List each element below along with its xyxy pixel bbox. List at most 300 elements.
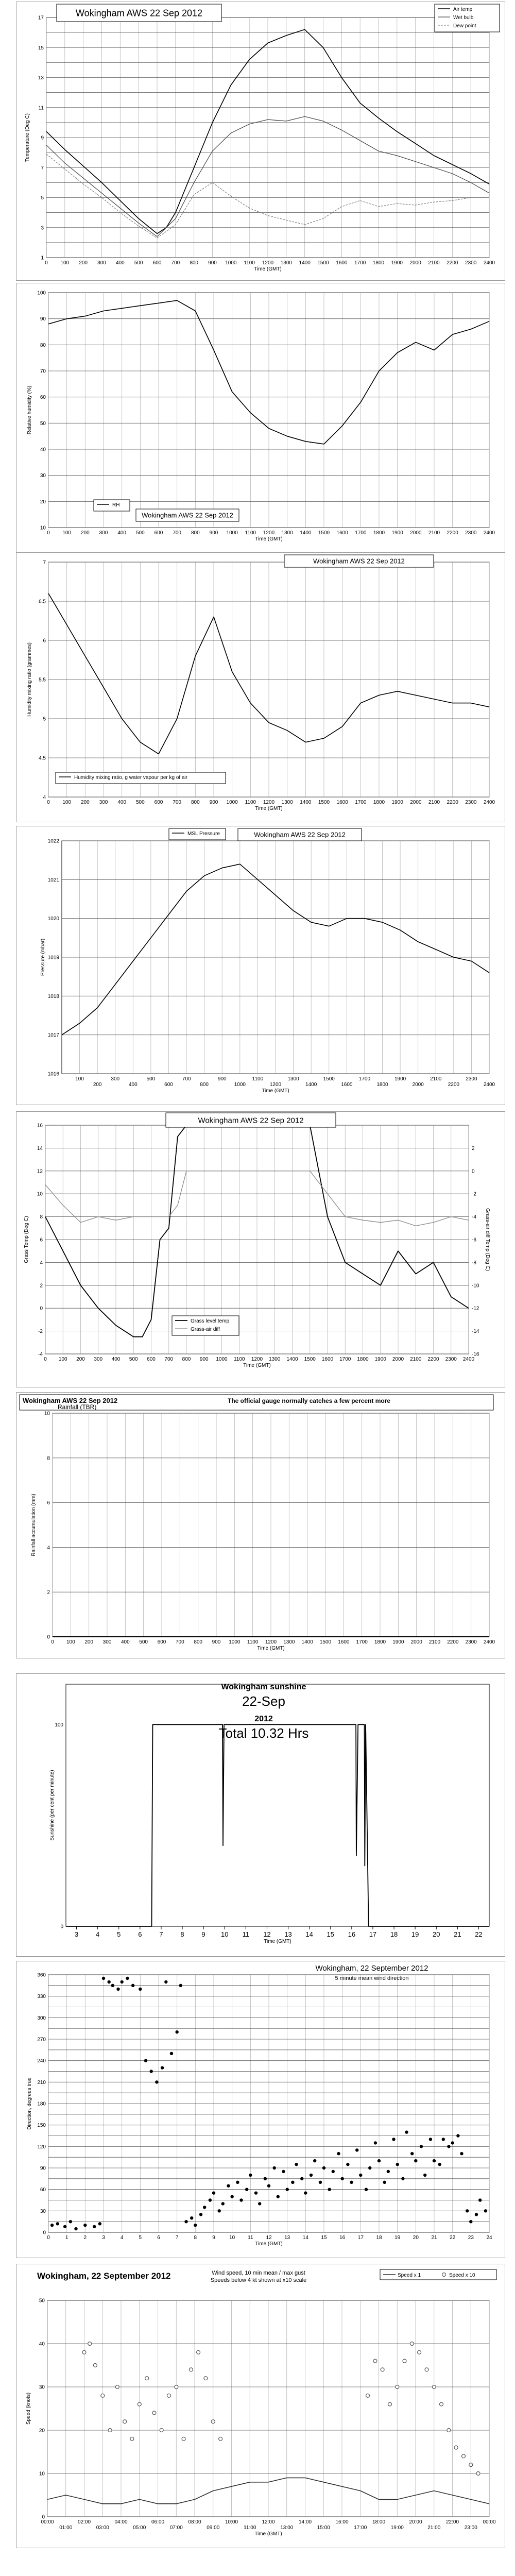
y-tick-label: 210 [37,2079,46,2086]
y-tick-label: 16 [37,1123,43,1129]
x-tick-label: 2300 [465,1639,477,1645]
x-tick-label: 11:00 [244,2525,256,2531]
direction-point [63,2225,66,2228]
direction-point [264,2177,267,2180]
x-tick-label: 07:00 [169,2525,183,2531]
direction-point [300,2177,303,2180]
speed-x10-point [101,2394,105,2397]
x-tick-label: 2000 [412,1082,424,1088]
speed-x10-point [189,2368,193,2371]
rainfall-chart [16,1393,505,1658]
speed-x10-point [204,2377,208,2380]
x-tick-label: 1000 [226,530,238,536]
speed-x10-point [219,2437,222,2441]
sunshine-panel [16,1673,505,1957]
direction-point [131,1984,134,1987]
x-tick-label: 400 [111,1357,121,1362]
x-tick-label: 02:00 [77,2519,91,2525]
y-tick-label: 70 [40,368,46,375]
x-tick-label: 01:00 [59,2525,73,2531]
x-tick-label: 2400 [483,1639,495,1645]
chart-title: Wokingham AWS 22 Sep 2012 [75,8,203,19]
legend-label: Grass-air diff [191,1327,220,1332]
direction-point [368,2166,371,2170]
direction-point [359,2174,362,2177]
x-tick-label: 1200 [269,1082,282,1088]
x-tick-label: 1300 [283,1639,295,1645]
y-tick-label: 0 [42,2514,45,2520]
x-tick-label: 11 [248,2235,253,2241]
speed-x10-point [93,2364,97,2367]
x-tick-label: 1800 [376,1082,388,1088]
y-tick-label: 7 [43,560,46,566]
y-tick-label: 150 [37,2123,46,2129]
direction-point [258,2202,261,2205]
direction-point [139,1988,142,1991]
x-tick-label: 400 [121,1639,130,1645]
x-tick-label: 8 [194,2235,197,2241]
direction-point [273,2166,276,2170]
x-tick-label: 400 [117,800,127,805]
x-axis-label: Time (GMT) [255,2241,283,2247]
legend-label: Grass level temp [191,1318,230,1324]
direction-point [475,2213,478,2216]
direction-point [282,2170,285,2173]
plot-area [66,1684,489,1926]
direction-point [218,2209,221,2212]
direction-point [203,2206,206,2209]
x-tick-label: 20 [413,2235,419,2241]
x-tick-label: 300 [94,1357,103,1362]
direction-point [451,2141,454,2144]
y-axis-label: Grass Temp (Deg C) [24,1216,29,1263]
y-tick-label: 8 [40,1214,43,1221]
y-tick-label: 2 [40,1283,43,1289]
x-tick-label: 2100 [428,800,440,805]
x-tick-label: 700 [173,530,182,536]
x-tick-label: 1500 [318,800,330,805]
speed-x10-point [403,2359,406,2363]
legend-label: Dew point [453,23,476,29]
direction-point [190,2216,193,2219]
y-tick-label: 8 [47,1455,50,1462]
direction-point [144,2059,147,2062]
direction-point [116,1988,119,1991]
y-tick-label: 10 [37,1191,43,1197]
x-tick-label: 1200 [262,260,274,266]
x-tick-label: 800 [182,1357,191,1362]
x-tick-label: 100 [75,1076,84,1082]
speed-x10-point [211,2420,215,2424]
direction-point [396,2163,399,2166]
x-tick-label: 1300 [287,1076,299,1082]
x-tick-label: 12 [263,1930,271,1938]
x-tick-label: 17:00 [354,2525,367,2531]
x-tick-label: 12:00 [262,2519,275,2525]
direction-point [377,2159,381,2162]
direction-point [410,2152,414,2155]
x-tick-label: 1600 [341,1082,353,1088]
y-tick-label: 2 [47,1589,50,1596]
x-tick-label: 600 [157,1639,166,1645]
x-tick-label: 1100 [245,800,256,805]
x-tick-label: 1700 [356,1639,368,1645]
direction-point [176,2030,179,2033]
speed-x10-point [145,2377,149,2380]
y-tick-label: 9 [41,135,44,141]
grass-temperature-panel [16,1111,505,1387]
x-tick-label: 1800 [357,1357,369,1362]
x-tick-label: 9 [201,1930,205,1938]
y-tick-label: 13 [38,75,44,81]
direction-point [102,1977,105,1980]
x-tick-label: 2200 [447,800,458,805]
x-tick-label: 18:00 [372,2519,386,2525]
x-tick-label: 2400 [483,530,495,536]
direction-point [392,2138,395,2141]
speed-x10-point [138,2402,141,2406]
x-tick-label: 1900 [391,530,403,536]
x-axis-label: Time (GMT) [264,1939,291,1944]
direction-point [239,2198,243,2201]
direction-point [267,2184,270,2188]
speed-x10-point [476,2472,480,2476]
y-tick-label: -2 [38,1329,43,1335]
x-tick-label: 1000 [216,1357,228,1362]
x-axis-label: Time (GMT) [255,536,283,542]
x-tick-label: 2000 [410,800,422,805]
legend-label: Wet bulb [453,15,474,21]
speed-x10-point [388,2402,392,2406]
x-tick-label: 0 [47,2235,50,2241]
speed-x10-point [123,2420,127,2424]
chart-note: Speeds below 4 kt shown at x10 scale [210,2277,307,2283]
x-tick-label: 14 [302,2235,308,2241]
y-tick-label: 50 [40,420,46,427]
x-tick-label: 800 [190,260,199,266]
x-tick-label: 1600 [338,1639,350,1645]
x-tick-label: 500 [135,530,145,536]
direction-point [249,2174,252,2177]
x-tick-label: 1600 [336,530,348,536]
direction-point [313,2159,316,2162]
x-axis-label: Time (GMT) [243,1363,271,1368]
x-tick-label: 1400 [286,1357,298,1362]
y2-tick-label: -4 [472,1214,476,1221]
x-tick-label: 300 [111,1076,120,1082]
x-tick-label: 19:00 [390,2525,404,2531]
direction-point [126,1977,129,1980]
x-tick-label: 2000 [410,530,422,536]
x-tick-label: 15 [321,2235,327,2241]
x-tick-label: 1300 [281,800,293,805]
wind-speed-chart [16,2264,505,2548]
y-tick-label: 1018 [47,993,59,999]
relative-humidity-chart [16,283,505,552]
direction-point [184,2220,187,2223]
y2-tick-label: -12 [472,1306,479,1312]
x-tick-label: 1300 [281,530,293,536]
legend-label: Air temp [453,7,473,12]
x-tick-label: 24 [486,2235,492,2241]
x-tick-label: 4 [120,2235,124,2241]
x-axis-label: Time (GMT) [255,806,283,811]
chart-title: Wokingham AWS 22 Sep 2012 [313,557,405,565]
direction-point [236,2181,239,2184]
x-tick-label: 1400 [301,1639,313,1645]
x-tick-label: 7 [159,1930,163,1938]
x-tick-label: 1800 [373,800,385,805]
chart-total: Total 10.32 Hrs [218,1725,309,1741]
x-tick-label: 21 [431,2235,437,2241]
y-tick-label: 100 [55,1722,63,1728]
x-tick-label: 21:00 [427,2525,441,2531]
x-tick-label: 1500 [319,1639,332,1645]
x-tick-label: 14:00 [298,2519,312,2525]
x-tick-label: 1300 [280,260,292,266]
x-tick-label: 3 [74,1930,79,1938]
x-tick-label: 04:00 [114,2519,128,2525]
y-tick-label: 5 [41,195,44,201]
direction-point [341,2177,344,2180]
x-tick-label: 1600 [336,260,348,266]
direction-point [161,2066,164,2069]
y-tick-label: 3 [41,225,44,231]
direction-point [466,2209,469,2212]
chart-title: Wokingham AWS 22 Sep 2012 [254,831,346,839]
chart-subtitle: 5 minute mean wind direction [335,1975,409,1981]
direction-point [194,2224,197,2227]
legend-label: Speed x 10 [449,2273,475,2278]
relative-humidity-panel [16,283,505,553]
direction-point [111,1984,114,1987]
y2-tick-label: -8 [472,1260,476,1266]
x-tick-label: 900 [209,530,218,536]
y-tick-label: 4 [47,1545,50,1551]
direction-point [199,2213,202,2216]
y-tick-label: 1017 [47,1032,59,1039]
x-tick-label: 8 [180,1930,184,1938]
legend-swatch [442,2273,446,2277]
x-tick-label: 2100 [428,260,440,266]
x-tick-label: 400 [128,1082,138,1088]
speed-x10-point [160,2429,163,2432]
y-tick-label: 1021 [47,877,59,883]
x-tick-label: 23:00 [464,2525,477,2531]
legend-label: RH [112,502,120,508]
y-tick-label: 0 [40,1306,43,1312]
x-tick-label: 1100 [245,530,256,536]
x-tick-label: 12 [266,2235,272,2241]
x-tick-label: 22 [475,1930,483,1938]
legend-label: Speed x 1 [398,2273,421,2278]
y-tick-label: 30 [39,2384,45,2391]
x-tick-label: 7 [175,2235,179,2241]
rainfall-panel [16,1392,505,1658]
x-tick-label: 1100 [244,260,255,266]
chart-annotation: The official gauge normally catches a few percent more [228,1397,391,1404]
x-tick-label: 13 [284,2235,290,2241]
speed-x10-point [197,2350,200,2354]
direction-point [387,2170,390,2173]
sunshine-chart [16,1674,505,1956]
x-tick-label: 100 [62,530,72,536]
y-tick-label: 0 [43,2230,46,2236]
x-tick-label: 10:00 [225,2519,238,2525]
direction-point [98,2222,101,2225]
y-tick-label: 5.5 [39,677,46,683]
x-tick-label: 2300 [465,800,477,805]
direction-point [150,2070,153,2073]
y-tick-label: 40 [39,2341,45,2347]
x-tick-label: 1900 [394,1076,406,1082]
y-tick-label: 180 [37,2101,46,2107]
x-tick-label: 2300 [445,1357,457,1362]
direction-point [374,2141,377,2144]
x-tick-label: 800 [194,1639,203,1645]
x-tick-label: 1500 [323,1076,335,1082]
x-tick-label: 300 [102,1639,112,1645]
x-tick-label: 17 [357,2235,364,2241]
x-tick-label: 21 [454,1930,461,1938]
direction-point [310,2174,313,2177]
direction-point [401,2177,404,2180]
y-tick-label: 7 [41,165,44,171]
y-tick-label: 360 [37,1972,46,1978]
x-tick-label: 1000 [229,1639,241,1645]
x-tick-label: 1800 [373,530,385,536]
y-axis-label: Temperature (Deg C) [25,113,30,162]
x-tick-label: 20 [433,1930,440,1938]
speed-x10-point [175,2385,178,2389]
x-tick-label: 200 [84,1639,94,1645]
y-tick-label: 10 [44,1411,50,1417]
direction-point [277,2195,280,2198]
y-tick-label: 6 [47,1500,50,1506]
x-tick-label: 1800 [372,260,385,266]
x-tick-label: 1400 [299,260,311,266]
x-tick-label: 06:00 [151,2519,165,2525]
x-tick-label: 1700 [355,530,367,536]
direction-point [346,2163,349,2166]
direction-point [209,2198,212,2201]
x-tick-label: 2400 [483,260,495,266]
speed-x10-point [425,2368,428,2371]
pressure-chart [16,826,505,1105]
y2-axis-label: Grass-air diff Temp (Deg C) [485,1208,490,1271]
x-axis-label: Time (GMT) [254,2531,282,2537]
x-tick-label: 10 [221,1930,229,1938]
chart-title: Wokingham AWS 22 Sep 2012 [198,1116,304,1125]
direction-point [286,2188,289,2191]
y-tick-label: 100 [37,290,46,296]
y2-tick-label: -6 [472,1237,476,1243]
y-tick-label: 0 [60,1924,63,1930]
direction-point [227,2184,230,2188]
chart-subtitle: Wind speed, 10 min mean / max gust [212,2270,305,2276]
direction-point [322,2166,325,2170]
y-tick-label: 6 [43,638,46,644]
speed-x10-point [447,2429,451,2432]
x-tick-label: 08:00 [188,2519,201,2525]
x-tick-label: 0 [47,800,50,805]
chart-title: Wokingham AWS 22 Sep 2012 [142,511,233,519]
x-tick-label: 17 [369,1930,377,1938]
y-tick-label: 80 [40,342,46,348]
x-tick-label: 300 [97,260,106,266]
x-tick-label: 2200 [427,1357,439,1362]
x-tick-label: 800 [191,530,200,536]
x-tick-label: 1000 [225,260,237,266]
x-tick-label: 09:00 [207,2525,220,2531]
x-tick-label: 1200 [263,800,275,805]
direction-point [231,2195,234,2198]
x-tick-label: 19 [394,2235,401,2241]
x-tick-label: 4 [96,1930,100,1938]
y-axis-label: Pressure (mbar) [40,938,46,976]
direction-point [433,2159,436,2162]
x-tick-label: 500 [129,1357,138,1362]
direction-point [456,2134,459,2137]
wind-direction-panel [16,1961,505,2258]
x-tick-label: 18 [390,1930,398,1938]
x-axis-label: Time (GMT) [262,1088,289,1094]
x-tick-label: 20:00 [409,2519,422,2525]
speed-x10-point [108,2429,112,2432]
direction-point [332,2170,335,2173]
chart-title: Wokingham AWS 22 Sep 2012 [23,1397,118,1404]
air-temperature-panel [16,2,505,281]
x-tick-label: 0 [51,1639,54,1645]
y-tick-label: 15 [38,45,44,51]
mixing-ratio-chart [16,553,505,822]
x-tick-label: 0 [44,1357,47,1362]
y-tick-label: 12 [37,1168,43,1175]
direction-point [155,2080,158,2083]
x-tick-label: 400 [115,260,125,266]
x-tick-label: 1100 [233,1357,245,1362]
x-tick-label: 2100 [428,1639,441,1645]
y-tick-label: 60 [40,395,46,401]
y-tick-label: 14 [37,1145,43,1151]
x-tick-label: 500 [146,1076,156,1082]
x-tick-label: 2100 [410,1357,422,1362]
direction-point [83,2224,87,2227]
direction-point [429,2138,432,2141]
y2-tick-label: -10 [472,1283,479,1289]
x-tick-label: 00:00 [483,2519,496,2525]
direction-point [164,1980,167,1984]
x-tick-label: 14 [305,1930,313,1938]
direction-point [108,1980,111,1984]
direction-point [245,2188,248,2191]
direction-point [438,2163,441,2166]
x-tick-label: 15 [327,1930,334,1938]
x-tick-label: 900 [208,260,217,266]
y-tick-label: 10 [40,525,46,531]
x-tick-label: 22 [450,2235,456,2241]
direction-point [319,2181,322,2184]
x-tick-label: 700 [175,1639,184,1645]
y-tick-label: 40 [40,447,46,453]
y-axis-label: Sunshine (per cent per minute) [49,1770,55,1841]
x-tick-label: 1300 [269,1357,281,1362]
speed-x10-point [152,2411,156,2415]
direction-point [405,2130,408,2133]
x-tick-label: 9 [212,2235,215,2241]
x-tick-label: 19 [411,1930,419,1938]
y2-tick-label: -14 [472,1329,479,1335]
